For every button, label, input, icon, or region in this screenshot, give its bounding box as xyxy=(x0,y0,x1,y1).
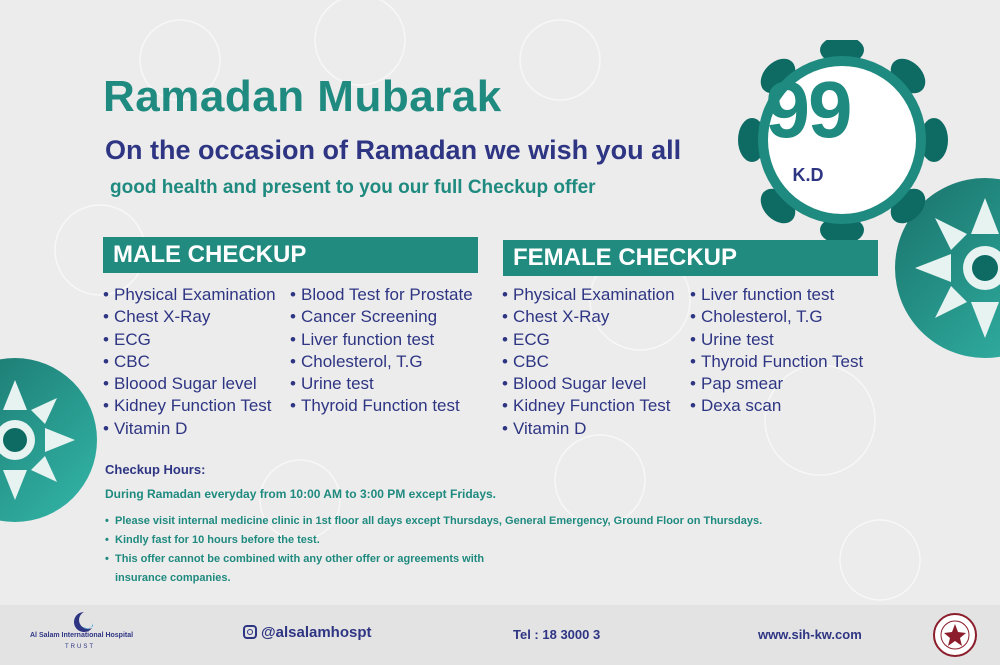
female-list-col1 xyxy=(502,284,675,440)
list-item: • Liver function test xyxy=(290,329,473,351)
hospital-name: Al Salam International Hospital xyxy=(30,632,134,639)
list-item: • CBC xyxy=(502,351,675,373)
male-list-col1 xyxy=(103,284,276,440)
list-item: • Chest X-Ray xyxy=(103,306,276,328)
list-item: • Physical Examination xyxy=(502,284,675,306)
list-item: • CBC xyxy=(103,351,276,373)
price-currency: K.D xyxy=(792,165,824,185)
subtitle-line-2: good health and present to you our full Checkup offer xyxy=(110,177,596,198)
instagram-icon xyxy=(243,625,257,639)
list-item: • Blood Sugar level xyxy=(502,373,675,395)
telephone[interactable]: Tel : 18 3000 3 xyxy=(513,627,601,642)
social-handle[interactable] xyxy=(243,624,372,641)
notes-list xyxy=(105,512,815,588)
accreditation-seal-icon xyxy=(932,612,978,658)
list-item: • Pap smear xyxy=(690,373,863,395)
checkup-hours-text: During Ramadan everyday from 10:00 AM to 3:00 PM except Fridays. xyxy=(105,487,497,501)
list-item-continued: • Cancer Screening xyxy=(290,306,473,328)
social-handle-text: @alsalamhospt xyxy=(261,624,372,641)
list-item: • Blood Test for Prostate xyxy=(290,284,473,306)
list-item: • Cholesterol, T.G xyxy=(290,351,473,373)
list-item: • ECG xyxy=(502,329,675,351)
list-item: • Vitamin D xyxy=(103,418,276,440)
list-item: • Thyroid Function Test xyxy=(690,351,863,373)
male-checkup-heading: MALE CHECKUP xyxy=(103,237,478,273)
list-item: • Kidney Function Test xyxy=(502,395,675,417)
list-item: • Physical Examination xyxy=(103,284,276,306)
left-rosette xyxy=(0,358,97,522)
website-link[interactable]: www.sih-kw.com xyxy=(758,627,862,642)
crescent-logo-icon xyxy=(66,610,96,634)
list-item: • Cholesterol, T.G xyxy=(690,306,863,328)
checkup-hours-label: Checkup Hours: xyxy=(105,462,206,477)
page-title: Ramadan Mubarak xyxy=(103,72,502,121)
list-item: • Vitamin D xyxy=(502,418,675,440)
hospital-trust: TRUST xyxy=(65,644,95,650)
note-item: • This offer cannot be combined with any other offer or agreements with insurance companies. xyxy=(105,550,520,588)
list-item: • Urine test xyxy=(690,329,863,351)
subtitle-line-1: On the occasion of Ramadan we wish you all xyxy=(105,135,682,165)
female-checkup-heading: FEMALE CHECKUP xyxy=(503,240,878,276)
hospital-logo xyxy=(30,610,134,658)
list-item: • Dexa scan xyxy=(690,395,863,417)
list-item: • Bloood Sugar level xyxy=(103,373,276,395)
list-item: • Kidney Function Test xyxy=(103,395,276,417)
list-item: • Chest X-Ray xyxy=(502,306,675,328)
note-item: • Please visit internal medicine clinic in 1st floor all days except Thursdays, General Emergency, Ground Floor on Thursdays. xyxy=(105,512,815,531)
note-item: • Kindly fast for 10 hours before the test. xyxy=(105,531,615,550)
female-list-col2 xyxy=(690,284,863,418)
list-item: • Liver function test xyxy=(690,284,863,306)
list-item: • Thyroid Function test xyxy=(290,395,473,417)
list-item: • Urine test xyxy=(290,373,473,395)
price-amount: 99 xyxy=(765,65,851,154)
list-item: • ECG xyxy=(103,329,276,351)
male-list-col2 xyxy=(290,284,473,418)
